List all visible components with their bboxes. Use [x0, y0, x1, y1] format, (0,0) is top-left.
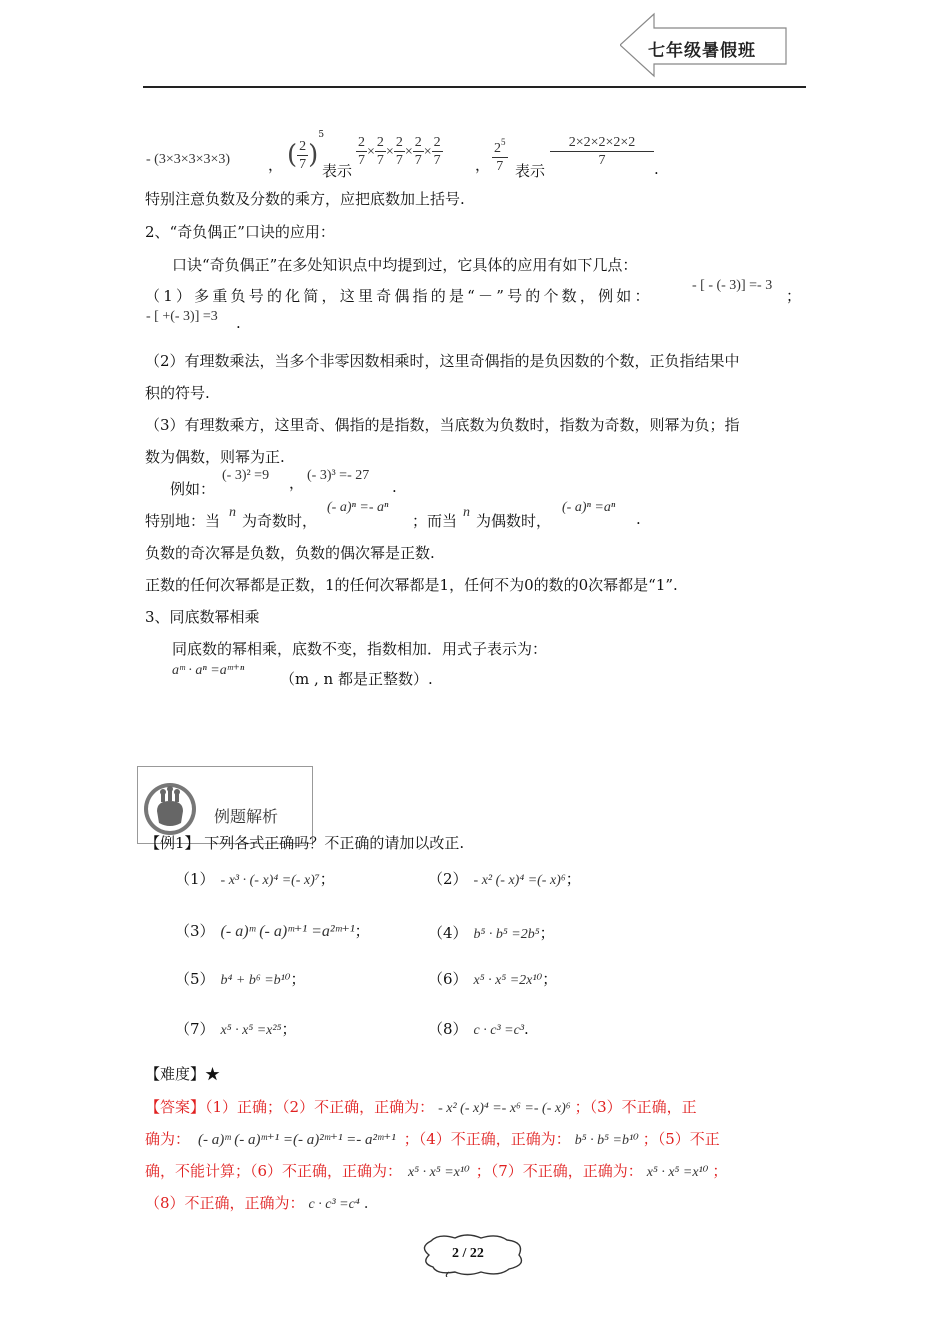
example-question: 【例1】 下列各式正确吗？不正确的请加以改正.: [145, 834, 465, 852]
header-title: 七年级暑假班: [648, 41, 756, 61]
paragraph-exponent-2: 数为偶数，则幂为正.: [145, 448, 285, 466]
comma: ，: [475, 156, 491, 174]
semicolon: ；: [786, 287, 802, 305]
section-heading-3: 3、同底数幂相乘: [145, 608, 260, 626]
paragraph-negative-powers: 负数的奇次幂是负数，负数的偶次幂是正数.: [145, 544, 435, 562]
exercise-item: （8） c · c³ =c³.: [428, 1020, 529, 1038]
exercise-item: （4） b⁵ · b⁵ =2b⁵；: [428, 924, 555, 942]
difficulty-rating: 【难度】★: [145, 1065, 221, 1083]
paragraph-exponent: （3）有理数乘方，这里奇、偶指的是指数，当底数为负数时，指数为奇数，则幂为负；指: [145, 416, 740, 434]
special-case-label: 特别地：当: [145, 512, 221, 530]
fraction-product: $\frac{2}{7}$ × $\frac{2}{7}$ × $\frac{2}{7}$ × $\frac{2}{7}$ × $\frac{2}{7}$: [358, 135, 441, 168]
exercise-item: （3） (- a)ᵐ (- a)ᵐ⁺¹ =a²ᵐ⁺¹；: [175, 922, 370, 940]
answer-line-1: 【答案】（1）正确；（2）不正确，正确为： - x² (- x)⁴ =- x⁶ =- (- x)⁶ ；（3）不正确，正: [145, 1098, 697, 1116]
expr-odd-power: (- a)ⁿ =- aⁿ: [327, 500, 389, 515]
var-n: n: [229, 505, 236, 520]
exercise-item: （5） b⁴ + b⁶ =b¹⁰；: [175, 970, 306, 988]
note-brackets: 特别注意负数及分数的乘方，应把底数加上括号.: [145, 190, 465, 208]
paragraph-positive-powers: 正数的任何次幂都是正数，1的任何次幂都是1，任何不为0的数的0次幂都是“1”.: [145, 576, 678, 594]
expr-neg-plus: - [ +(- 3)] =3: [146, 309, 218, 324]
odd-label: 为奇数时，: [242, 512, 318, 530]
exercise-item: （7） x⁵ · x⁵ =x²⁵；: [175, 1020, 297, 1038]
even-label-b: 为偶数时，: [476, 512, 552, 530]
fraction-power-2: $\frac{2^5}{7}$: [492, 134, 508, 175]
exercise-item: （2） - x² (- x)⁴ =(- x)⁶；: [428, 870, 581, 888]
period: .: [654, 160, 659, 178]
long-fraction: $\frac{2\times 2\times 2\times 2\times 2}{7}$: [550, 134, 654, 169]
exercise-item: （6） x⁵ · x⁵ =2x¹⁰；: [428, 970, 558, 988]
paragraph-same-base: 同底数的幂相乘，底数不变，指数相加．用式子表示为：: [172, 640, 548, 658]
var-n: n: [463, 505, 470, 520]
paragraph-multiplication-2: 积的符号.: [145, 384, 210, 402]
answer-line-2: 确为： (- a)ᵐ (- a)ᵐ⁺¹ =(- a)²ᵐ⁺¹ =- a²ᵐ⁺¹ ；（4）不正确，正确为： b⁵ · b⁵ =b¹⁰ ；（5）不正: [145, 1130, 720, 1148]
means-label-2: 表示: [515, 162, 546, 180]
header-divider: [143, 86, 806, 88]
example-section-label: 例题解析: [214, 809, 279, 826]
period: .: [636, 510, 641, 528]
formula-condition: （m , n 都是正整数）.: [280, 670, 433, 688]
period: .: [236, 314, 241, 332]
paragraph-multiplication: （2）有理数乘法，当多个非零因数相乘时，这里奇偶指的是负因数的个数，正负指结果中: [145, 352, 740, 370]
expr-negative-product: - (3×3×3×3×3): [146, 152, 231, 167]
even-label-a: ；而当: [412, 512, 458, 530]
comma: ，: [289, 474, 305, 492]
exercise-item: （1） - x³ · (- x)⁴ =(- x)⁷；: [175, 870, 335, 888]
paragraph-negative-signs: （1）多重负号的化简，这里奇偶指的是“－”号的个数，例如：: [145, 287, 653, 305]
section-heading-2: 2、“奇负偶正”口诀的应用：: [145, 223, 335, 241]
helmet-icon: [142, 781, 198, 837]
example-label: 例如：: [170, 480, 216, 498]
fraction-power: ( $\frac{2}{7}$ )$^5$: [287, 130, 325, 172]
expr-cube: (- 3)³ =- 27: [307, 468, 370, 483]
page-number: 2 / 22: [452, 1246, 484, 1261]
period: .: [392, 478, 397, 496]
answer-line-4: （8）不正确，正确为： c · c³ =c⁴ .: [145, 1194, 369, 1212]
expr-double-negative: - [ - (- 3)] =- 3: [692, 278, 773, 293]
paragraph-mnemonic: 口诀“奇负偶正”在多处知识点中均提到过，它具体的应用有如下几点：: [172, 256, 638, 274]
expr-even-power: (- a)ⁿ =aⁿ: [562, 500, 616, 515]
comma: ，: [268, 156, 284, 174]
expr-square: (- 3)² =9: [222, 468, 270, 483]
answer-line-3: 确，不能计算；（6）不正确，正确为： x⁵ · x⁵ =x¹⁰ ；（7）不正确，正确为： x⁵ · x⁵ =x¹⁰ ；: [145, 1162, 728, 1180]
means-label-1: 表示: [322, 162, 353, 180]
formula-same-base: aᵐ · aⁿ =aᵐ⁺ⁿ: [172, 663, 245, 678]
